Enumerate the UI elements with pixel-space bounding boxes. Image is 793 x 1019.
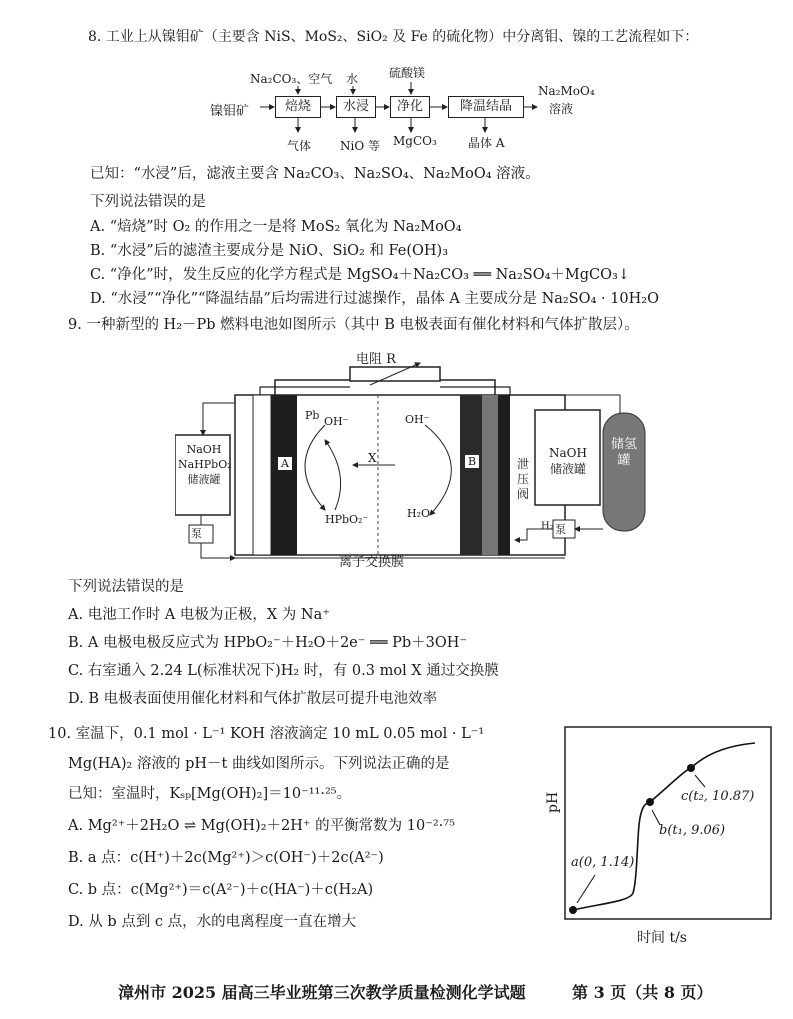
- pb-label: Pb: [305, 409, 320, 422]
- chart-ylabel: pH: [545, 791, 561, 813]
- point-c-marker: [687, 764, 695, 772]
- hpbo2-label: HPbO₂⁻: [325, 513, 369, 526]
- q8-ask: 下列说法错误的是: [90, 194, 206, 210]
- q10-option-b: B. a 点：c(H⁺)＋2c(Mg²⁺)＞c(OH⁻)＋2c(A²⁻): [68, 850, 384, 866]
- flow-raw: 镍钼矿: [210, 104, 250, 119]
- flow-step-purify: 净化: [390, 96, 430, 118]
- left-tank-line-2: NaHPbO₂: [178, 458, 232, 471]
- q8-option-d: D. “水浸”“净化”“降温结晶”后均需进行过滤操作，晶体 A 主要成分是 Na₂SO₄ · 10H₂O: [90, 291, 660, 307]
- footer-page: 第 3 页（共 8 页）: [572, 983, 713, 1002]
- flow-step-crystallize: 降温结晶: [448, 96, 524, 118]
- q9-option-b: B. A 电极电极反应式为 HPbO₂⁻＋H₂O＋2e⁻ ══ Pb＋3OH⁻: [68, 635, 468, 651]
- q9-option-d: D. B 电极表面使用催化材料和气体扩散层可提升电池效率: [68, 691, 438, 707]
- chart-xlabel: 时间 t/s: [637, 930, 687, 946]
- flow-output-3: MgCO₃: [393, 134, 437, 148]
- oh-left-label: OH⁻: [324, 415, 349, 428]
- flow-output-2: NiO 等: [340, 139, 380, 153]
- flow-product-1: Na₂MoO₄: [538, 84, 595, 98]
- right-tank-line-2: 储液罐: [549, 462, 586, 476]
- electrode-b-label: B: [465, 455, 479, 468]
- ion-x-label: X: [368, 451, 377, 465]
- right-tank: [537, 445, 599, 477]
- membrane-label: 离子交换膜: [339, 555, 405, 570]
- q10-option-a: A. Mg²⁺＋2H₂O ⇌ Mg(OH)₂＋2H⁺ 的平衡常数为 10⁻²·⁷⁵: [68, 818, 455, 834]
- left-tank-line-1: NaOH: [186, 443, 222, 456]
- q8-option-c: C. “净化”时，发生反应的化学方程式是 MgSO₄＋Na₂CO₃ ══ Na₂SO₄＋MgCO₃↓: [90, 267, 630, 283]
- q9-option-a: A. 电池工作时 A 电极为正极，X 为 Na⁺: [68, 607, 330, 623]
- q8-known: 已知：“水浸”后，滤液主要含 Na₂CO₃、Na₂SO₄、Na₂MoO₄ 溶液。: [90, 166, 540, 182]
- flow-input-2: 水: [346, 72, 359, 86]
- pump-left: 泵: [191, 527, 202, 540]
- q10-option-d: D. 从 b 点到 c 点，水的电离程度一直在增大: [68, 914, 357, 930]
- left-tank-line-3: 储液罐: [187, 473, 221, 486]
- right-tank-line-1: NaOH: [549, 446, 587, 460]
- q10-line-1: 10. 室温下，0.1 mol · L⁻¹ KOH 溶液滴定 10 mL 0.05 mol · L⁻¹: [48, 726, 485, 742]
- point-b-label: b(t₁, 9.06): [659, 823, 726, 838]
- flow-input-3: 硫酸镁: [389, 66, 426, 80]
- flow-product-2: 溶液: [549, 102, 574, 116]
- oh-right-label: OH⁻: [405, 413, 430, 426]
- h2-tank-label: 储氢罐: [611, 437, 638, 468]
- resistor-label: 电阻 R: [356, 352, 396, 367]
- point-a-marker: [569, 906, 577, 914]
- q8-option-b: B. “水浸”后的滤渣主要成分是 NiO、SiO₂ 和 Fe(OH)₃: [90, 243, 449, 259]
- flow-input-1: Na₂CO₃、空气: [250, 72, 333, 86]
- electrode-a-label: A: [278, 457, 292, 470]
- flow-step-roast: 焙烧: [275, 96, 321, 118]
- flow-output-1: 气体: [287, 139, 312, 153]
- ph-time-chart: [545, 725, 780, 950]
- left-tank: [178, 442, 230, 487]
- fuel-cell-diagram: [175, 345, 665, 570]
- q10-option-c: C. b 点：c(Mg²⁺)＝c(A²⁻)＋c(HA⁻)＋c(H₂A): [68, 882, 374, 898]
- q9-stem: 9. 一种新型的 H₂－Pb 燃料电池如图所示（其中 B 电极表面有催化材料和气体扩散层）。: [68, 317, 639, 333]
- q8-option-a: A. “焙烧”时 O₂ 的作用之一是将 MoS₂ 氧化为 Na₂MoO₄: [90, 219, 462, 235]
- h2-label: H₂: [541, 521, 554, 532]
- h2o-label: H₂O: [407, 507, 431, 520]
- q9-ask: 下列说法错误的是: [68, 579, 184, 595]
- flow-output-4: 晶体 A: [468, 136, 505, 150]
- point-b-marker: [646, 798, 654, 806]
- flow-step-leach: 水浸: [336, 96, 376, 118]
- q9-option-c: C. 右室通入 2.24 L(标准状况下)H₂ 时，有 0.3 mol X 通过交换膜: [68, 663, 499, 679]
- relief-valve-label: 泄压阀: [517, 457, 530, 501]
- point-a-label: a(0, 1.14): [571, 855, 635, 870]
- pump-right: 泵: [555, 523, 566, 536]
- point-c-label: c(t₂, 10.87): [681, 789, 755, 804]
- q8-stem: 8. 工业上从镍钼矿（主要含 NiS、MoS₂、SiO₂ 及 Fe 的硫化物）中分离钼、镍的工艺流程如下：: [88, 29, 699, 45]
- footer-title: 漳州市 2025 届高三毕业班第三次教学质量检测化学试题: [118, 983, 526, 1002]
- q10-line-2: Mg(HA)₂ 溶液的 pH－t 曲线如图所示。下列说法正确的是: [68, 756, 450, 772]
- q10-known: 已知：室温时，Kₛₚ[Mg(OH)₂]＝10⁻¹¹·²⁵。: [68, 786, 352, 802]
